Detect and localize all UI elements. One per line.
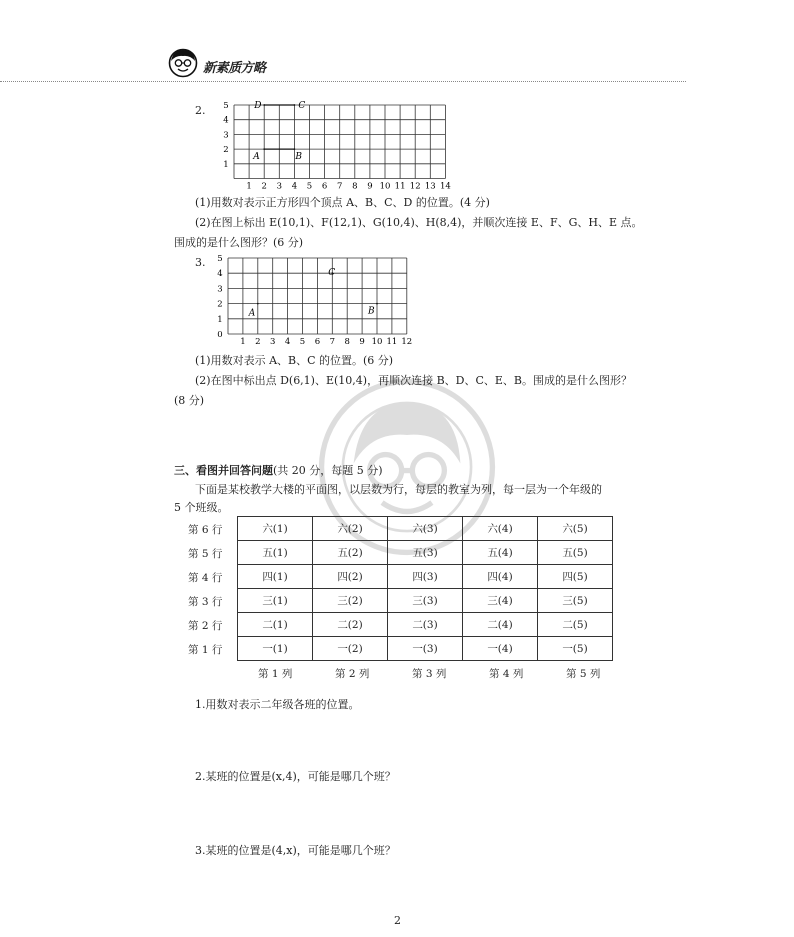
x-tick-label: 2 bbox=[255, 337, 261, 347]
x-tick-label: 6 bbox=[314, 337, 321, 347]
table-cell: 一(5) bbox=[538, 637, 613, 661]
y-tick-label: 1 bbox=[223, 159, 229, 170]
table-row bbox=[238, 637, 613, 661]
point-marker bbox=[294, 148, 296, 150]
table-cell: 四(2) bbox=[313, 565, 388, 589]
x-tick-label: 9 bbox=[367, 181, 373, 192]
table-row bbox=[238, 565, 613, 589]
q2-line3: 围成的是什么图形？(6 分) bbox=[174, 236, 304, 249]
y-tick-label: 2 bbox=[217, 299, 223, 310]
x-tick-label: 7 bbox=[336, 181, 343, 192]
x-tick-label: 7 bbox=[329, 337, 336, 347]
x-tick-label: 13 bbox=[424, 181, 436, 192]
section3-intro2: 5 个班级。 bbox=[174, 501, 229, 514]
page-number: 2 bbox=[394, 914, 401, 927]
table-cell: 二(3) bbox=[388, 613, 463, 637]
x-tick-label: 11 bbox=[394, 181, 406, 192]
x-tick-label: 3 bbox=[276, 181, 283, 192]
table-cell: 六(2) bbox=[313, 517, 388, 541]
y-tick-label: 4 bbox=[223, 115, 229, 126]
row-label: 第 2 行 bbox=[188, 620, 223, 632]
x-tick-label: 6 bbox=[321, 181, 328, 192]
point-marker bbox=[263, 104, 265, 106]
y-tick-label: 5 bbox=[223, 101, 229, 111]
table-cell: 二(2) bbox=[313, 613, 388, 637]
table-cell: 六(5) bbox=[538, 517, 613, 541]
table-cell: 三(3) bbox=[388, 589, 463, 613]
y-tick-label: 3 bbox=[217, 284, 223, 295]
x-tick-label: 12 bbox=[401, 337, 413, 347]
table-row bbox=[238, 517, 613, 541]
q3-line1: (1)用数对表示 A、B、C 的位置。(6 分) bbox=[195, 354, 394, 367]
section3-intro1: 下面是某校教学大楼的平面图，以层数为行，每层的教室为列，每一层为一个年级的 bbox=[195, 483, 602, 496]
column-label: 第 1 列 bbox=[258, 668, 293, 680]
floor-plan-table bbox=[237, 516, 613, 661]
q2-coordinate-grid bbox=[214, 100, 451, 192]
row-label: 第 3 行 bbox=[188, 596, 223, 608]
row-label: 第 6 行 bbox=[188, 524, 223, 536]
point-marker bbox=[294, 104, 296, 106]
header-divider bbox=[0, 81, 686, 82]
table-cell: 三(1) bbox=[238, 589, 313, 613]
point-label: D bbox=[254, 101, 262, 111]
section3-title: 三、看图并回答问题 bbox=[174, 464, 273, 477]
y-tick-label: 2 bbox=[223, 145, 229, 156]
table-cell: 五(1) bbox=[238, 541, 313, 565]
x-tick-label: 8 bbox=[352, 181, 358, 192]
x-tick-label: 10 bbox=[371, 337, 383, 347]
brand-title: 新素质方略 bbox=[203, 61, 266, 76]
table-cell: 五(2) bbox=[313, 541, 388, 565]
x-tick-label: 4 bbox=[284, 337, 291, 347]
q2-line2: (2)在图上标出 E(10,1)、F(12,1)、G(10,4)、H(8,4)，并顺次连接 E、F、G、H、E 点。 bbox=[195, 216, 643, 229]
mascot-logo bbox=[168, 48, 198, 78]
section3-question2: 2.某班的位置是(x,4)，可能是哪几个班？ bbox=[195, 770, 396, 783]
x-tick-label: 2 bbox=[261, 181, 267, 192]
point-marker bbox=[263, 148, 265, 150]
q2-number: 2. bbox=[195, 104, 206, 117]
x-tick-label: 10 bbox=[379, 181, 391, 192]
y-tick-label: 5 bbox=[217, 254, 223, 264]
table-cell: 四(3) bbox=[388, 565, 463, 589]
y-tick-label: 3 bbox=[223, 130, 229, 141]
section3-question3: 3.某班的位置是(4,x)，可能是哪几个班？ bbox=[195, 844, 396, 857]
q3-line2: (2)在图中标出点 D(6,1)、E(10,4)，再顺次连接 B、D、C、E、B。围成的是什么图形？ bbox=[195, 374, 633, 387]
table-cell: 五(4) bbox=[463, 541, 538, 565]
x-tick-label: 5 bbox=[306, 181, 313, 192]
column-label: 第 5 列 bbox=[566, 668, 601, 680]
table-cell: 一(2) bbox=[313, 637, 388, 661]
column-label: 第 4 列 bbox=[489, 668, 524, 680]
x-tick-label: 9 bbox=[359, 337, 365, 347]
table-cell: 三(4) bbox=[463, 589, 538, 613]
column-label: 第 2 列 bbox=[335, 668, 370, 680]
y-tick-label: 4 bbox=[217, 269, 223, 280]
x-tick-label: 3 bbox=[269, 337, 276, 347]
row-label: 第 1 行 bbox=[188, 644, 223, 656]
table-cell: 六(3) bbox=[388, 517, 463, 541]
table-row bbox=[238, 541, 613, 565]
q2-line1: (1)用数对表示正方形四个顶点 A、B、C、D 的位置。(4 分) bbox=[195, 196, 490, 209]
y-tick-label: 1 bbox=[217, 314, 223, 325]
point-label: C bbox=[298, 101, 306, 111]
table-cell: 六(1) bbox=[238, 517, 313, 541]
table-row bbox=[238, 589, 613, 613]
table-cell: 二(1) bbox=[238, 613, 313, 637]
x-tick-label: 1 bbox=[246, 181, 252, 192]
point-label: B bbox=[295, 152, 303, 163]
q3-coordinate-grid bbox=[214, 252, 416, 350]
section3-score: (共 20 分，每题 5 分) bbox=[273, 464, 383, 477]
y-tick-label: 0 bbox=[217, 330, 223, 340]
x-tick-label: 1 bbox=[240, 337, 246, 347]
q3-line3: (8 分) bbox=[174, 394, 205, 407]
x-tick-label: 11 bbox=[386, 337, 398, 347]
x-tick-label: 12 bbox=[409, 181, 421, 192]
section3-question1: 1.用数对表示二年级各班的位置。 bbox=[195, 698, 360, 711]
table-cell: 四(1) bbox=[238, 565, 313, 589]
x-tick-label: 4 bbox=[291, 181, 298, 192]
x-tick-label: 5 bbox=[299, 337, 306, 347]
table-cell: 五(3) bbox=[388, 541, 463, 565]
table-cell: 一(4) bbox=[463, 637, 538, 661]
row-label: 第 5 行 bbox=[188, 548, 223, 560]
x-tick-label: 14 bbox=[439, 181, 451, 192]
q3-number: 3. bbox=[195, 256, 206, 269]
table-cell: 四(4) bbox=[463, 565, 538, 589]
table-cell: 二(5) bbox=[538, 613, 613, 637]
table-cell: 五(5) bbox=[538, 541, 613, 565]
x-tick-label: 8 bbox=[344, 337, 350, 347]
point-marker bbox=[257, 303, 259, 305]
table-cell: 二(4) bbox=[463, 613, 538, 637]
point-label: C bbox=[328, 268, 336, 279]
table-cell: 四(5) bbox=[538, 565, 613, 589]
row-label: 第 4 行 bbox=[188, 572, 223, 584]
column-label: 第 3 列 bbox=[412, 668, 447, 680]
table-cell: 一(1) bbox=[238, 637, 313, 661]
point-label: B bbox=[368, 306, 375, 317]
table-row bbox=[238, 613, 613, 637]
point-marker bbox=[376, 303, 378, 305]
table-cell: 三(5) bbox=[538, 589, 613, 613]
table-cell: 三(2) bbox=[313, 589, 388, 613]
table-cell: 六(4) bbox=[463, 517, 538, 541]
table-cell: 一(3) bbox=[388, 637, 463, 661]
section3-heading bbox=[174, 462, 383, 478]
point-label: A bbox=[248, 308, 256, 319]
point-label: A bbox=[253, 152, 260, 163]
